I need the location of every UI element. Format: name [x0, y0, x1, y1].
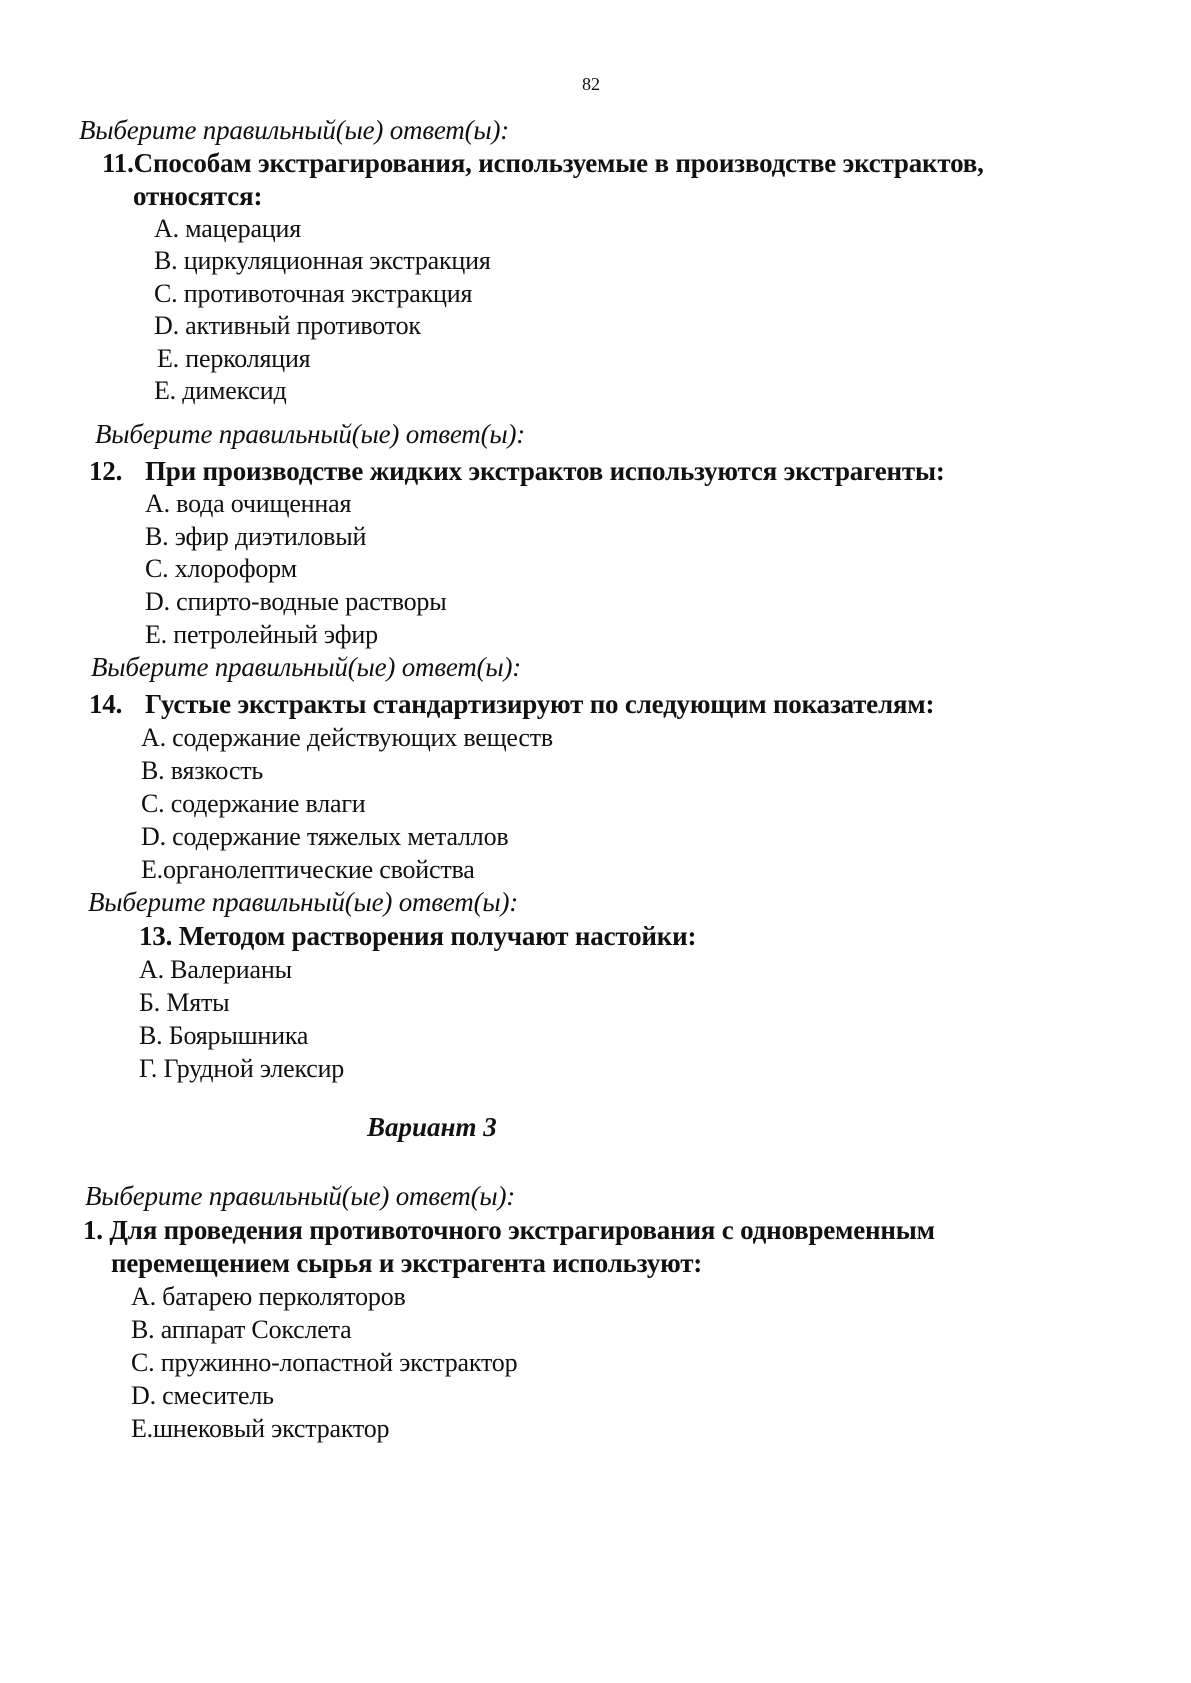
question-13-option-a: А. Валерианы: [139, 955, 292, 984]
question-12-option-d: D. спирто-водные растворы: [145, 587, 447, 616]
question-11-text-line-2: относятся:: [133, 181, 263, 211]
question-11-option-a: А. мацерация: [154, 214, 301, 243]
question-14-option-e: Е.органолептические свойства: [141, 855, 475, 884]
page-number: 82: [582, 74, 600, 94]
question-12-option-a: А. вода очищенная: [145, 489, 352, 518]
variant-question-1-option-a: А. батарею перколяторов: [131, 1282, 406, 1311]
question-13-text: 13. Методом растворения получают настойки:: [139, 921, 697, 951]
question-14-option-b: В. вязкость: [141, 756, 264, 785]
question-14-number: 14.: [89, 689, 123, 719]
variant-question-1-text-line-2: перемещением сырья и экстрагента используют:: [111, 1248, 703, 1278]
answer-prompt: Выберите правильный(ые) ответ(ы):: [79, 115, 510, 145]
variant-question-1-option-d: D. смеситель: [131, 1381, 274, 1410]
question-12-option-b: В. эфир диэтиловый: [145, 522, 367, 551]
question-11-option-e: Е. перколяция: [157, 344, 311, 373]
question-14-text: Густые экстракты стандартизируют по следующим показателям:: [145, 689, 935, 719]
question-14-option-c: С. содержание влаги: [141, 789, 366, 818]
variant-question-1-option-e: Е.шнековый экстрактор: [131, 1414, 390, 1443]
variant-question-1-text-line-1: 1. Для проведения противоточного экстрагирования с одновременным: [83, 1215, 935, 1245]
question-13-option-b: Б. Мяты: [139, 988, 230, 1017]
question-12-option-c: С. хлороформ: [145, 554, 297, 583]
answer-prompt: Выберите правильный(ые) ответ(ы):: [91, 652, 522, 682]
question-11-text-line-1: 11.Способам экстрагирования, используемые в производстве экстрактов,: [102, 148, 984, 178]
question-13-option-d: Г. Грудной элексир: [139, 1054, 345, 1083]
question-12-text: При производстве жидких экстрактов используются экстрагенты:: [145, 456, 945, 486]
answer-prompt: Выберите правильный(ые) ответ(ы):: [85, 1181, 516, 1211]
question-11-option-c: С. противоточная экстракция: [154, 279, 473, 308]
variant-question-1-option-c: С. пружинно-лопастной экстрактор: [131, 1348, 518, 1377]
variant-question-1-option-b: В. аппарат Сокслета: [131, 1315, 352, 1344]
answer-prompt: Выберите правильный(ые) ответ(ы):: [88, 887, 519, 917]
question-11-option-d: D. активный противоток: [154, 311, 421, 340]
answer-prompt: Выберите правильный(ые) ответ(ы):: [95, 419, 526, 449]
question-11-option-e2: Е. димексид: [154, 376, 287, 405]
question-14-option-d: D. содержание тяжелых металлов: [141, 822, 509, 851]
question-13-option-c: В. Боярышника: [139, 1021, 309, 1050]
variant-heading: Вариант 3: [367, 1112, 497, 1142]
question-12-option-e: Е. петролейный эфир: [145, 620, 378, 649]
question-12-number: 12.: [89, 456, 123, 486]
question-14-option-a: А. содержание действующих веществ: [141, 723, 553, 752]
question-11-option-b: В. циркуляционная экстракция: [154, 246, 491, 275]
